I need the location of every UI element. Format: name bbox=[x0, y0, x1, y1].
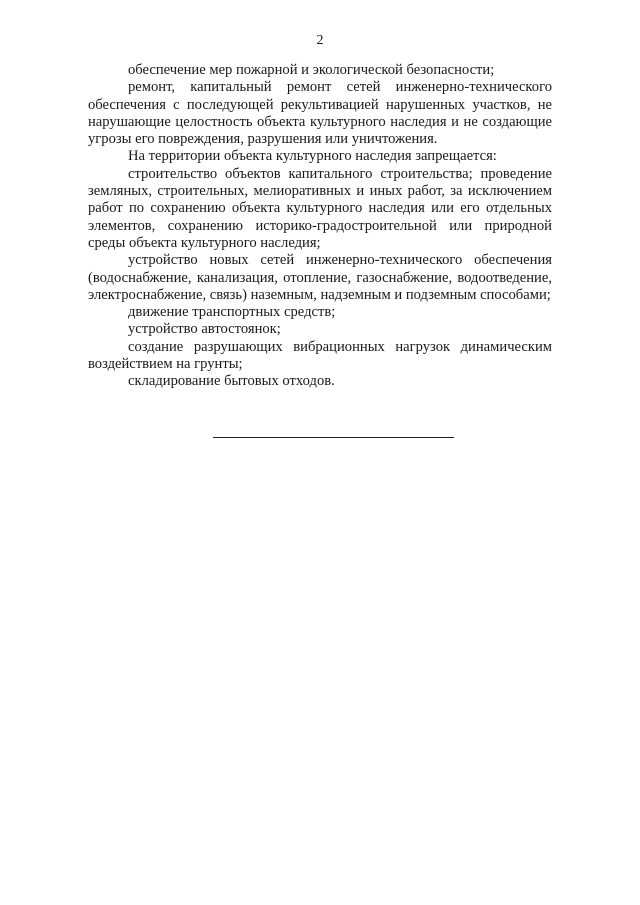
paragraph: движение транспортных средств; bbox=[128, 304, 336, 321]
end-separator-line bbox=[213, 437, 454, 438]
paragraph: На территории объекта культурного наследия запрещается: bbox=[128, 148, 497, 165]
document-body bbox=[88, 62, 552, 391]
paragraph: устройство новых сетей инженерно-технического обеспечения (водоснабжение, канализация, отопление, газоснабжение, водоотведение, электроснабжение, связь) наземным, надземным и подземным способами; bbox=[88, 252, 552, 303]
paragraph: ремонт, капитальный ремонт сетей инженерно-технического обеспечения с последующей рекультивацией нарушенных участков, не нарушающие целостность объекта культурного наследия и не создающие угрозы его повреждения, разрушения или уничтожения. bbox=[88, 79, 552, 148]
paragraph: создание разрушающих вибрационных нагрузок динамическим воздействием на грунты; bbox=[88, 338, 552, 373]
paragraph: строительство объектов капитального строительства; проведение земляных, строительных, мелиоративных и иных работ, за исключением работ по сохранению объекта культурного наследия или его отдельных элементов, сохранению историко-градостроительной или природной среды объекта культурного наследия; bbox=[88, 165, 552, 251]
paragraph: складирование бытовых отходов. bbox=[128, 373, 335, 390]
page-number: 2 bbox=[316, 33, 324, 48]
paragraph: устройство автостоянок; bbox=[128, 321, 281, 338]
paragraph: обеспечение мер пожарной и экологической безопасности; bbox=[128, 62, 495, 78]
